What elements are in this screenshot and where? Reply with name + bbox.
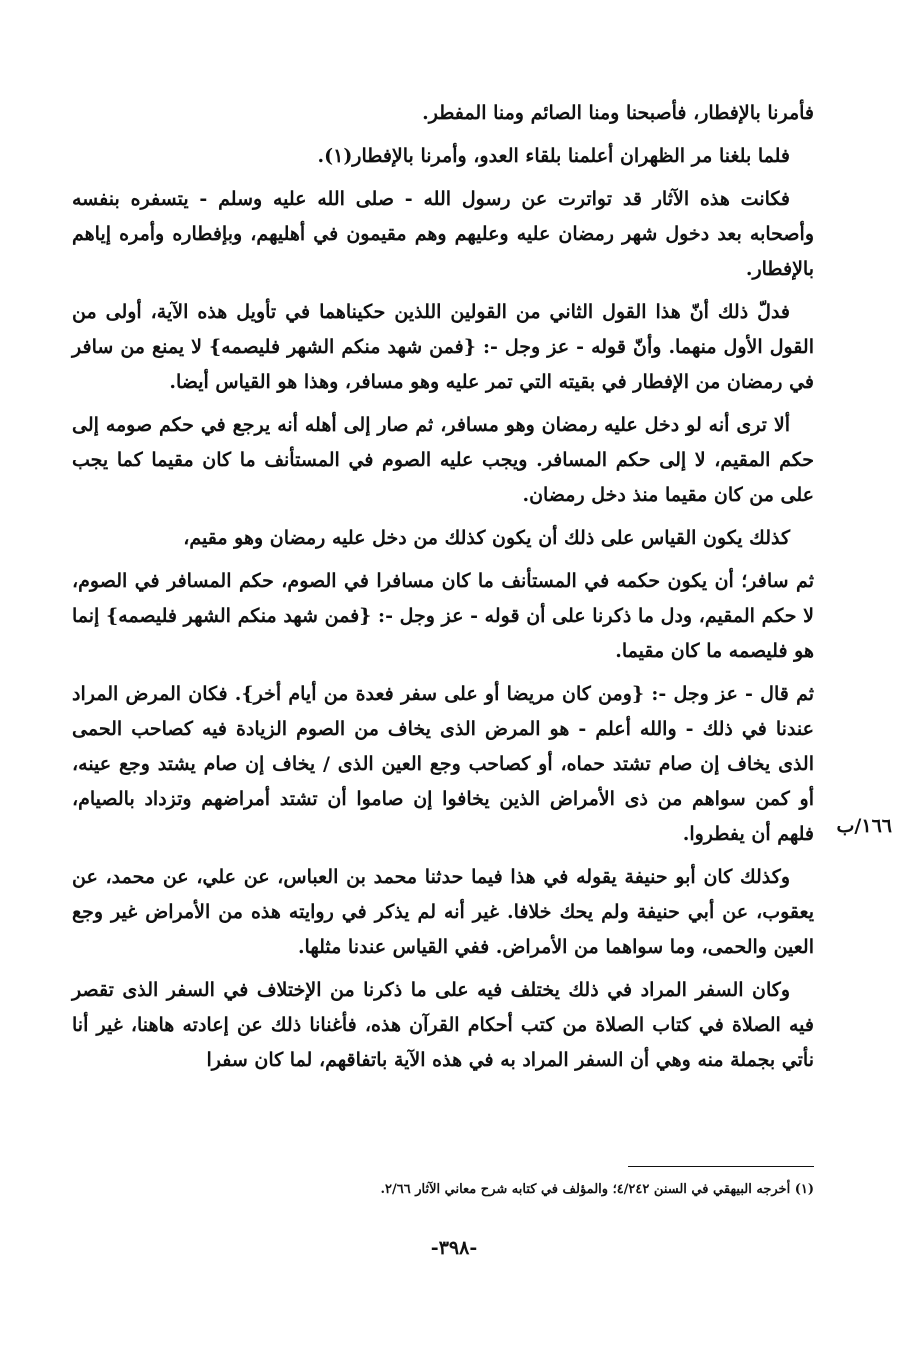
paragraph-4: فدلّ ذلك أنّ هذا القول الثاني من القولين اللذين حكيناهما في تأويل هذه الآية، أولى من القول الأول منهما. وأنّ قوله - عز وجل -: {فمن شهد منكم الشهر فليصمه} لا يمنع من سافر في رمضان من الإفطار في بقيته التي تمر عليه وهو مسافر، وهذا هو القياس أيضا. [72,301,814,393]
paragraph-3: فكانت هذه الآثار قد تواترت عن رسول الله - صلى الله عليه وسلم - يتسفره بنفسه وأصحابه بعد دخول شهر رمضان عليه وعليهم وهم مقيمون في أهليهم، وبإفطاره وأمره إياهم بالإفطار. [72,188,814,280]
body-text [72,96,814,1086]
paragraph-6: كذلك يكون القياس على ذلك أن يكون كذلك من دخل عليه رمضان وهو مقيم، [183,527,790,549]
paragraph-10: وكان السفر المراد في ذلك يختلف فيه على ما ذكرنا من الإختلاف في السفر الذى تقصر فيه الصلاة في كتاب الصلاة من كتب أحكام القرآن هذه، فأغنانا ذلك عن إعادته هاهنا، غير أنا نأتي بجملة منه وهي أن السفر المراد به في هذه الآية باتفاقهم، لما كان سفرا [72,979,814,1071]
paragraph-1: فأمرنا بالإفطار، فأصبحنا ومنا الصائم ومنا المفطر. [422,102,814,124]
paragraph-2: فلما بلغنا مر الظهران أعلمنا بلقاء العدو، وأمرنا بالإفطار(١). [317,145,790,167]
paragraph-8: ثم قال - عز وجل -: {ومن كان مريضا أو على سفر فعدة من أيام أخر}. فكان المرض المراد عندنا في ذلك - والله أعلم - هو المرض الذى يخاف من الصوم الزيادة فيه كصاحب الحمى الذى يخاف إن صام تشتد حماه، أو كصاحب وجع العين الذى / يخاف إن صام يشتد وجع عينه، أو كمن سواهم من ذى الأمراض الذين يخافوا إن صاموا أن تشتد أمراضهم وتزداد بالصيام، فلهم أن يفطروا. [72,683,815,845]
margin-folio-note: ١٦٦/ب [836,815,892,837]
paragraph-5: ألا ترى أنه لو دخل عليه رمضان وهو مسافر، ثم صار إلى أهله أنه يرجع في حكم صومه إلى حكم المقيم، لا إلى حكم المسافر. ويجب عليه الصوم في المستأنف ما كان مقيما كما يجب على من كان مقيما منذ دخل رمضان. [72,414,814,506]
footnote-divider [628,1166,814,1167]
page-number: -٣٩٨- [430,1237,478,1259]
paragraph-7: ثم سافر؛ أن يكون حكمه في المستأنف ما كان مسافرا في الصوم، حكم المسافر في الصوم، لا حكم المقيم، ودل ما ذكرنا على أن قوله - عز وجل -: {فمن شهد منكم الشهر فليصمه} إنما هو فليصمه ما كان مقيما. [72,570,814,662]
paragraph-9: وكذلك كان أبو حنيفة يقوله في هذا فيما حدثنا محمد بن العباس، عن علي، عن محمد، عن يعقوب، عن أبي حنيفة ولم يحك خلافا. غير أنه لم يذكر في روايته هذه من الأمراض غير وجع العين والحمى، وما سواهما من الأمراض. ففي القياس عندنا مثلها. [72,866,814,958]
footnote: (١) أخرجه البيهقي في السنن ٤/٢٤٢؛ والمؤلف في كتابه شرح معاني الآثار ٢/٦٦. [380,1182,814,1197]
